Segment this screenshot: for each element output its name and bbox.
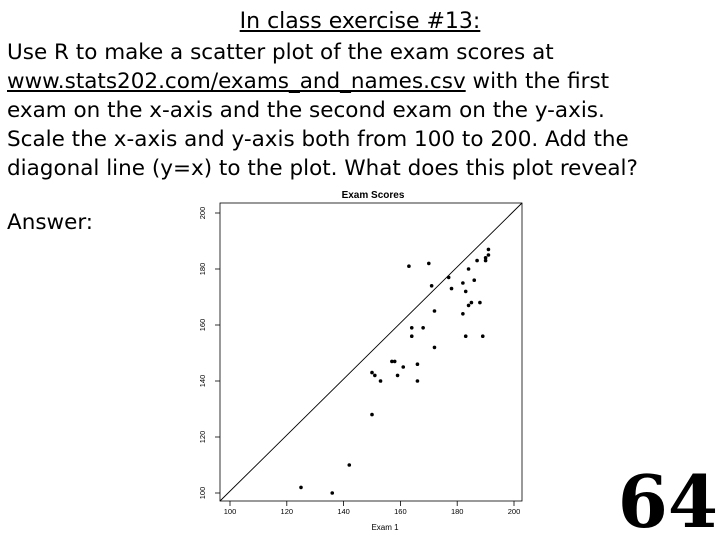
data-point bbox=[416, 362, 420, 366]
answer-label: Answer: bbox=[7, 210, 94, 235]
x-axis-label: Exam 1 bbox=[371, 523, 399, 532]
scatter-chart bbox=[185, 183, 545, 535]
exercise-line-5: diagonal line (y=x) to the plot. What does this plot reveal? bbox=[7, 156, 638, 181]
data-point bbox=[379, 379, 383, 383]
exercise-line-2-rest: with the first bbox=[465, 69, 610, 94]
data-point bbox=[370, 413, 374, 417]
x-tick-label: 180 bbox=[450, 507, 464, 516]
chart-title: Exam Scores bbox=[341, 190, 405, 201]
data-point bbox=[450, 287, 454, 291]
data-point bbox=[484, 256, 488, 260]
data-point bbox=[461, 281, 465, 285]
data-point bbox=[393, 360, 397, 364]
y-tick-label: 100 bbox=[198, 486, 207, 500]
data-point bbox=[475, 259, 479, 263]
exercise-line-4: Scale the x-axis and y-axis both from 100 to 200. Add the bbox=[7, 127, 629, 152]
data-point bbox=[447, 276, 451, 280]
exercise-line-3: exam on the x-axis and the second exam on the y-axis. bbox=[7, 98, 605, 123]
plot-marks bbox=[198, 203, 522, 516]
x-tick-label: 140 bbox=[337, 507, 350, 516]
data-point bbox=[461, 312, 465, 316]
data-point bbox=[464, 290, 468, 294]
slide-title: In class exercise #13: bbox=[239, 9, 481, 34]
data-point bbox=[396, 374, 400, 378]
x-tick-label: 120 bbox=[280, 507, 294, 516]
data-point bbox=[467, 267, 471, 271]
data-point bbox=[407, 264, 411, 268]
data-point bbox=[410, 334, 414, 338]
data-point bbox=[347, 463, 351, 467]
data-point bbox=[370, 371, 374, 375]
y-tick-label: 180 bbox=[198, 262, 207, 276]
data-point bbox=[427, 262, 431, 266]
data-point bbox=[410, 326, 414, 330]
data-point bbox=[478, 301, 482, 305]
data-point bbox=[430, 284, 434, 288]
data-point bbox=[433, 309, 437, 313]
y-tick-label: 160 bbox=[198, 318, 207, 332]
data-point bbox=[401, 365, 405, 369]
exercise-line-1: Use R to make a scatter plot of the exam scores at bbox=[7, 40, 554, 65]
data-point bbox=[330, 491, 334, 495]
data-point bbox=[464, 334, 468, 338]
data-point bbox=[487, 253, 491, 257]
y-tick-label: 120 bbox=[198, 430, 207, 444]
x-tick-label: 100 bbox=[223, 507, 237, 516]
x-tick-label: 160 bbox=[394, 507, 407, 516]
data-point bbox=[467, 304, 471, 308]
exercise-line-2 bbox=[7, 67, 715, 96]
data-point bbox=[373, 374, 377, 378]
slide-number: 64 bbox=[617, 459, 718, 544]
data-point bbox=[433, 346, 437, 350]
diagonal-reference-line bbox=[220, 203, 522, 501]
data-point bbox=[487, 248, 491, 252]
data-point bbox=[470, 301, 474, 305]
exercise-text bbox=[7, 38, 715, 183]
data-point bbox=[416, 379, 420, 383]
y-tick-label: 140 bbox=[198, 374, 207, 388]
data-point bbox=[472, 278, 476, 282]
data-point bbox=[299, 486, 303, 490]
dataset-link[interactable]: www.stats202.com/exams_and_names.csv bbox=[7, 69, 466, 94]
x-tick-label: 200 bbox=[507, 507, 521, 516]
data-point bbox=[481, 334, 485, 338]
y-tick-label: 200 bbox=[198, 206, 207, 220]
data-point bbox=[421, 326, 425, 330]
